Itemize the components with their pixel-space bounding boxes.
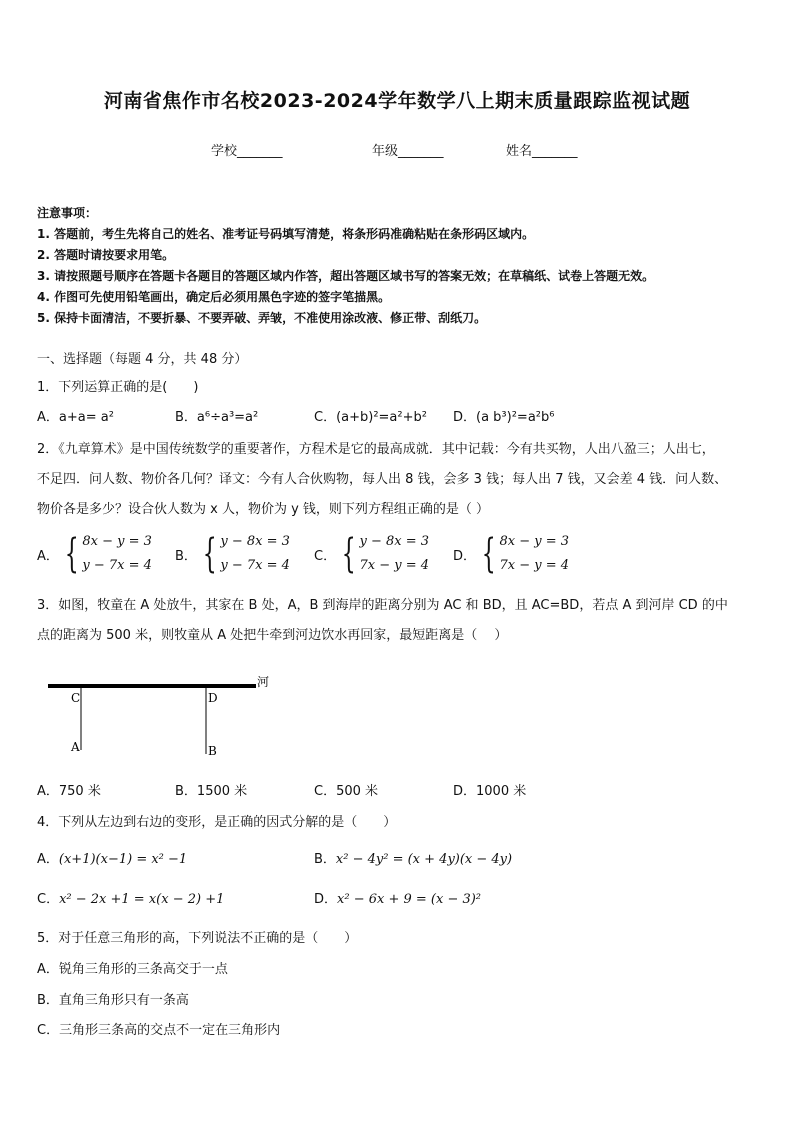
- equation: 7x − y = 4: [359, 558, 430, 573]
- name-field: 姓名_______: [506, 144, 578, 159]
- option-label: D．: [314, 892, 338, 907]
- page-title: 河南省焦作市名校2023-2024学年数学八上期末质量跟踪监视试题: [103, 90, 691, 112]
- label-b: B: [208, 744, 217, 758]
- q2-option-a: [37, 530, 152, 578]
- brace-icon: {: [202, 531, 217, 577]
- q3-option-d: D．1000 米: [453, 784, 527, 799]
- q4-stem: 4．下列从左边到右边的变形，是正确的因式分解的是（ ）: [37, 815, 397, 830]
- option-label: B．: [314, 852, 336, 867]
- brace-icon: {: [64, 531, 79, 577]
- notice-item: 3. 请按照题号顺序在答题卡各题目的答题区域内作答，超出答题区域书写的答案无效；在草稿纸、试卷上答题无效。: [37, 269, 655, 283]
- option-label: C．: [314, 548, 337, 564]
- q2-line: 2．《九章算术》是中国传统数学的重要著作，方程术是它的最高成就．其中记载：今有共买物，人出八盈三；人出七，: [37, 442, 715, 457]
- q4-option-d: [314, 888, 481, 907]
- expression: x² − 4y² = (x + 4y)(x − 4y): [335, 852, 513, 867]
- expression: x² − 2x +1 = x(x − 2) +1: [59, 892, 225, 907]
- q4-option-c: [37, 888, 224, 907]
- q5-option-c: C．三角形三条高的交点不一定在三角形内: [37, 1023, 281, 1038]
- section-heading: 一、选择题（每题 4 分，共 48 分）: [37, 352, 248, 367]
- equation: y − 7x = 4: [82, 558, 152, 573]
- notice-item: 1. 答题前，考生先将自己的姓名、准考证号码填写清楚，将条形码准确粘贴在条形码区域内。: [37, 227, 535, 241]
- option-label: D．: [453, 548, 477, 564]
- option-label: A．: [37, 852, 59, 867]
- q3-option-c: C．500 米: [314, 784, 379, 799]
- q4-option-a: [37, 848, 187, 867]
- equation: y − 8x = 3: [220, 534, 290, 549]
- notice-item: 4. 作图可先使用铅笔画出，确定后必须用黑色字迹的签字笔描黑。: [37, 290, 391, 304]
- equation: y − 8x = 3: [359, 534, 430, 549]
- brace-icon: {: [481, 531, 496, 577]
- option-label: C．: [37, 892, 60, 907]
- grade-field: 年级_______: [372, 144, 444, 159]
- q3-line: 3．如图，牧童在 A 处放牛，其家在 B 处，A，B 到海岸的距离分别为 AC 和 BD，且 AC=BD，若点 A 到河岸 CD 的中: [37, 598, 728, 613]
- notice-item: 5. 保持卡面清洁，不要折暴、不要弄破、弄皱，不准使用涂改液、修正带、刮纸刀。: [37, 311, 487, 325]
- equation: 8x − y = 3: [82, 534, 152, 549]
- q5-option-a: A．锐角三角形的三条高交于一点: [37, 962, 228, 977]
- q2-line: 不足四．问人数、物价各几何？译文：今有人合伙购物，每人出 8 钱，会多 3 钱；每人出 7 钱，又会差 4 钱．问人数、: [37, 472, 728, 487]
- q3-option-b: B．1500 米: [175, 784, 248, 799]
- notice-item: 2. 答题时请按要求用笔。: [37, 248, 175, 262]
- equation: y − 7x = 4: [220, 558, 290, 573]
- river-figure: [40, 668, 280, 763]
- option-label: B．: [175, 548, 197, 564]
- q3-option-a: A．750 米: [37, 784, 101, 799]
- label-d: D: [208, 691, 218, 705]
- label-river: 河: [257, 675, 270, 689]
- q1-option-d: D．(a b³)²=a²b⁶: [453, 410, 555, 425]
- option-label: A．: [37, 548, 59, 564]
- equation: 7x − y = 4: [499, 558, 570, 573]
- label-c: C: [71, 691, 81, 705]
- expression: (x+1)(x−1) = x² −1: [58, 852, 188, 867]
- brace-icon: {: [341, 531, 356, 577]
- q2-option-d: [453, 530, 569, 578]
- q2-option-b: [175, 530, 290, 578]
- q1-stem: 1．下列运算正确的是( ): [37, 380, 199, 395]
- equation: 8x − y = 3: [499, 534, 570, 549]
- q2-line: 物价各是多少？设合伙人数为 x 人，物价为 y 钱，则下列方程组正确的是（ ）: [37, 502, 490, 517]
- q3-line: 点的距离为 500 米，则牧童从 A 处把牛牵到河边饮水再回家，最短距离是（ ）: [37, 628, 508, 643]
- q1-option-a: A．a+a= a²: [37, 410, 114, 425]
- school-field: 学校_______: [211, 144, 283, 159]
- q1-option-b: B．a⁶÷a³=a²: [175, 410, 259, 425]
- q2-option-c: [314, 530, 429, 578]
- q5-stem: 5．对于任意三角形的高，下列说法不正确的是（ ）: [37, 931, 358, 946]
- label-a: A: [71, 740, 80, 754]
- q1-option-c: C．(a+b)²=a²+b²: [314, 410, 427, 425]
- q4-option-b: [314, 848, 512, 867]
- notice-heading: 注意事项：: [37, 206, 98, 220]
- expression: x² − 6x + 9 = (x − 3)²: [337, 892, 482, 907]
- q5-option-b: B．直角三角形只有一条高: [37, 993, 189, 1008]
